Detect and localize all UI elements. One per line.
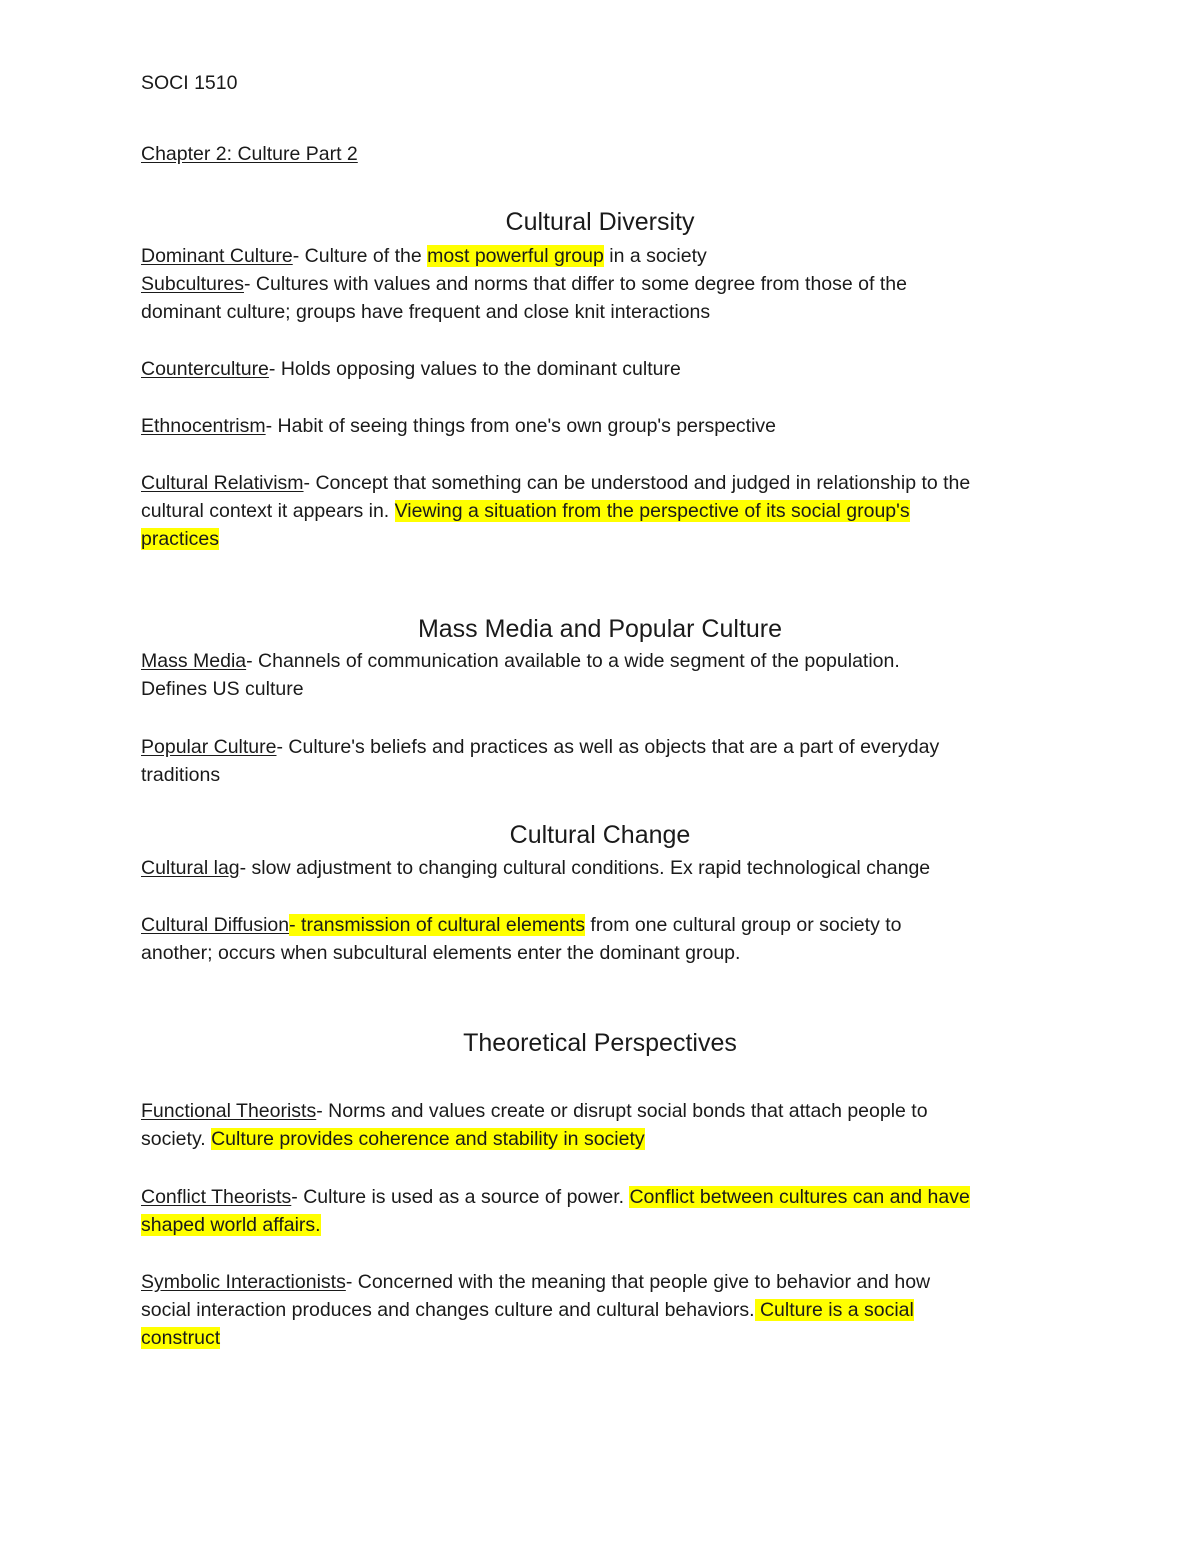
definition-text: - Culture is used as a source of power. — [291, 1186, 630, 1208]
chapter-title: Chapter 2: Culture Part 2 — [141, 143, 358, 165]
definition-text: from one cultural group or society to — [585, 914, 902, 936]
highlighted-text: shaped world affairs. — [141, 1214, 321, 1236]
definition-continuation: dominant culture; groups have frequent and close knit interactions — [141, 301, 711, 323]
definition-continuation: another; occurs when subcultural elements enter the dominant group. — [141, 942, 741, 964]
definition-continuation — [141, 525, 219, 553]
definition-continuation — [141, 1324, 220, 1352]
highlighted-text: construct — [141, 1327, 221, 1349]
term-cultural-diffusion: Cultural Diffusion — [141, 914, 290, 936]
definition-continuation: Defines US culture — [141, 678, 304, 700]
section-heading-cultural-change: Cultural Change — [509, 821, 691, 849]
term-subcultures: Subcultures — [141, 273, 244, 295]
definition-mass-media — [141, 647, 900, 675]
definition-text: - Culture's beliefs and practices as well as objects that are a part of everyday — [276, 736, 940, 758]
definition-counterculture — [141, 355, 681, 383]
definition-text: - slow adjustment to changing cultural conditions. Ex rapid technological change — [239, 857, 931, 879]
definition-symbolic-interactionists — [141, 1268, 930, 1296]
definition-text: - Channels of communication available to a wide segment of the population. — [246, 650, 900, 672]
term-cultural-lag: Cultural lag — [141, 857, 240, 879]
definition-continuation — [141, 1296, 914, 1324]
term-dominant-culture: Dominant Culture — [141, 245, 293, 267]
definition-text: - Concerned with the meaning that people give to behavior and how — [345, 1271, 931, 1293]
definition-continuation: traditions — [141, 764, 221, 786]
highlighted-text: Culture provides coherence and stability in society — [211, 1128, 645, 1150]
definition-text: - Cultures with values and norms that differ to some degree from those of the — [243, 273, 907, 295]
definition-text: social interaction produces and changes culture and cultural behaviors. — [141, 1299, 755, 1321]
definition-functional-theorists — [141, 1097, 928, 1125]
term-conflict-theorists: Conflict Theorists — [141, 1186, 292, 1208]
definition-continuation — [141, 497, 910, 525]
highlighted-text: Conflict between cultures can and have — [629, 1186, 970, 1208]
definition-popular-culture — [141, 733, 939, 761]
definition-text: society. — [141, 1128, 212, 1150]
term-symbolic-interactionists: Symbolic Interactionists — [141, 1271, 346, 1293]
definition-cultural-diffusion — [141, 911, 902, 939]
definition-ethnocentrism — [141, 412, 776, 440]
term-counterculture: Counterculture — [141, 358, 269, 380]
definition-text: in a society — [603, 245, 707, 267]
definition-text: - Norms and values create or disrupt social bonds that attach people to — [316, 1100, 928, 1122]
term-popular-culture: Popular Culture — [141, 736, 277, 758]
definition-dominant-culture — [141, 242, 707, 270]
term-cultural-relativism: Cultural Relativism — [141, 472, 304, 494]
term-mass-media: Mass Media — [141, 650, 247, 672]
definition-cultural-lag — [141, 854, 930, 882]
definition-text: - Concept that something can be understood and judged in relationship to the — [303, 472, 971, 494]
definition-continuation — [141, 1125, 645, 1153]
section-heading-mass-media: Mass Media and Popular Culture — [417, 615, 783, 643]
term-ethnocentrism: Ethnocentrism — [141, 415, 266, 437]
definition-cultural-relativism — [141, 469, 970, 497]
definition-continuation — [141, 1211, 321, 1239]
section-heading-theoretical-perspectives: Theoretical Perspectives — [463, 1029, 737, 1057]
highlighted-text: Culture is a social — [754, 1299, 914, 1321]
definition-text: - Culture of the — [292, 245, 428, 267]
highlighted-text: most powerful group — [427, 245, 604, 267]
term-functional-theorists: Functional Theorists — [141, 1100, 317, 1122]
definition-subcultures — [141, 270, 907, 298]
definition-text: - Habit of seeing things from one's own group's perspective — [265, 415, 777, 437]
definition-text: - Holds opposing values to the dominant culture — [268, 358, 681, 380]
definition-conflict-theorists — [141, 1183, 970, 1211]
highlighted-text: Viewing a situation from the perspective of its social group's — [394, 500, 910, 522]
course-code: SOCI 1510 — [141, 72, 238, 94]
highlighted-text: practices — [141, 528, 220, 550]
highlighted-text: - transmission of cultural elements — [289, 914, 586, 936]
section-heading-cultural-diversity: Cultural Diversity — [505, 208, 695, 236]
definition-text: cultural context it appears in. — [141, 500, 395, 522]
